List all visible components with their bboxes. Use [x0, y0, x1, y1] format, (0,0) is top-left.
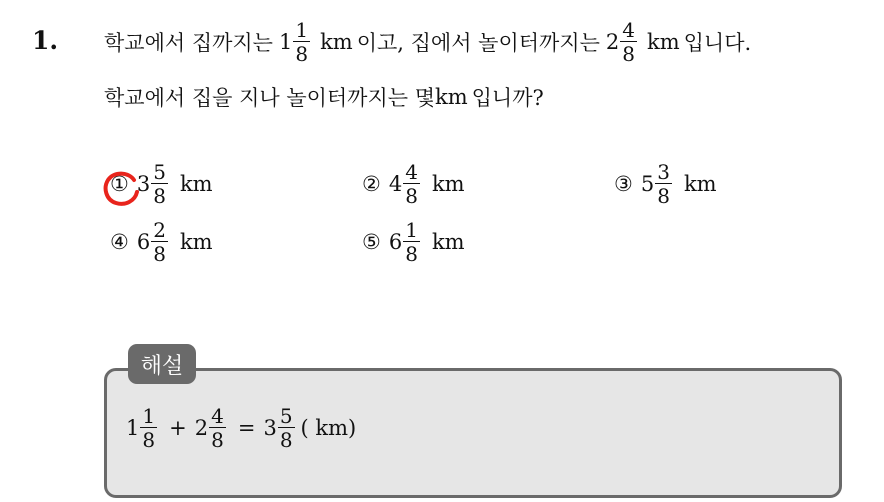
question-text-part: 학교에서 집까지는 — [104, 31, 273, 55]
fraction — [151, 220, 168, 264]
fraction-denominator: 8 — [622, 42, 635, 66]
fraction-whole: 5 — [640, 172, 655, 196]
question-line-1 — [104, 20, 751, 64]
fraction-whole: 4 — [388, 172, 403, 196]
unit-label: km — [683, 172, 717, 196]
fraction-denominator: 8 — [405, 242, 418, 266]
fraction-denominator: 8 — [153, 184, 166, 208]
fraction-numerator: 1 — [142, 404, 156, 428]
fraction-whole: 6 — [136, 230, 151, 254]
fraction-denominator: 8 — [279, 428, 293, 452]
fraction — [278, 406, 295, 450]
plus-sign: + — [169, 416, 187, 440]
option-5[interactable] — [362, 220, 469, 264]
unit-label: km — [179, 230, 213, 254]
question-text-part: 입니까? — [471, 86, 544, 110]
unit-label: km — [179, 172, 213, 196]
fraction-numerator: 4 — [211, 404, 224, 428]
question-line-2 — [104, 82, 544, 112]
solution-equation — [126, 406, 356, 450]
option-marker: ③ — [614, 172, 633, 196]
unit-label: km — [320, 30, 353, 54]
question-number: 1. — [32, 26, 59, 55]
fraction-numerator: 1 — [295, 18, 309, 42]
fraction-whole: 6 — [388, 230, 403, 254]
fraction-numerator: 5 — [153, 160, 166, 184]
question-text-part: 입니다. — [683, 31, 752, 55]
unit-label: km — [647, 30, 680, 54]
fraction-numerator: 4 — [405, 160, 418, 184]
fraction-whole: 1 — [278, 30, 293, 54]
fraction-denominator: 8 — [153, 242, 166, 266]
unit-label: km — [435, 85, 468, 109]
fraction-whole: 3 — [136, 172, 151, 196]
fraction — [620, 20, 637, 64]
unit-label: ( km) — [300, 416, 357, 440]
option-3[interactable] — [614, 162, 721, 206]
fraction-numerator: 1 — [405, 218, 418, 242]
fraction-numerator: 4 — [622, 18, 635, 42]
option-marker: ⑤ — [362, 230, 381, 254]
fraction-numerator: 3 — [657, 160, 670, 184]
fraction-whole: 2 — [194, 416, 209, 440]
unit-label: km — [431, 230, 465, 254]
equals-sign: = — [237, 416, 256, 440]
fraction — [140, 406, 157, 450]
fraction — [151, 162, 168, 206]
option-2[interactable] — [362, 162, 469, 206]
option-4[interactable] — [110, 220, 217, 264]
option-marker: ④ — [110, 230, 129, 254]
fraction — [655, 162, 672, 206]
question-text-part: 학교에서 집을 지나 놀이터까지는 몇 — [104, 86, 435, 110]
unit-label: km — [431, 172, 465, 196]
fraction — [403, 220, 420, 264]
fraction-denominator: 8 — [142, 428, 156, 452]
fraction — [403, 162, 420, 206]
fraction-denominator: 8 — [211, 428, 224, 452]
fraction-whole: 1 — [126, 416, 140, 440]
fraction — [293, 20, 310, 64]
fraction-denominator: 8 — [295, 42, 309, 66]
fraction-whole: 3 — [263, 416, 277, 440]
fraction-whole: 2 — [605, 30, 620, 54]
fraction-numerator: 2 — [153, 218, 166, 242]
question-text-part: 이고, 집에서 놀이터까지는 — [356, 31, 600, 55]
option-marker: ② — [362, 172, 381, 196]
fraction-numerator: 5 — [279, 404, 293, 428]
red-circle-mark-icon — [101, 168, 143, 208]
fraction-denominator: 8 — [657, 184, 670, 208]
option-marker: ① — [110, 172, 129, 196]
fraction — [209, 406, 226, 450]
solution-label: 해설 — [128, 344, 196, 384]
fraction-denominator: 8 — [405, 184, 418, 208]
